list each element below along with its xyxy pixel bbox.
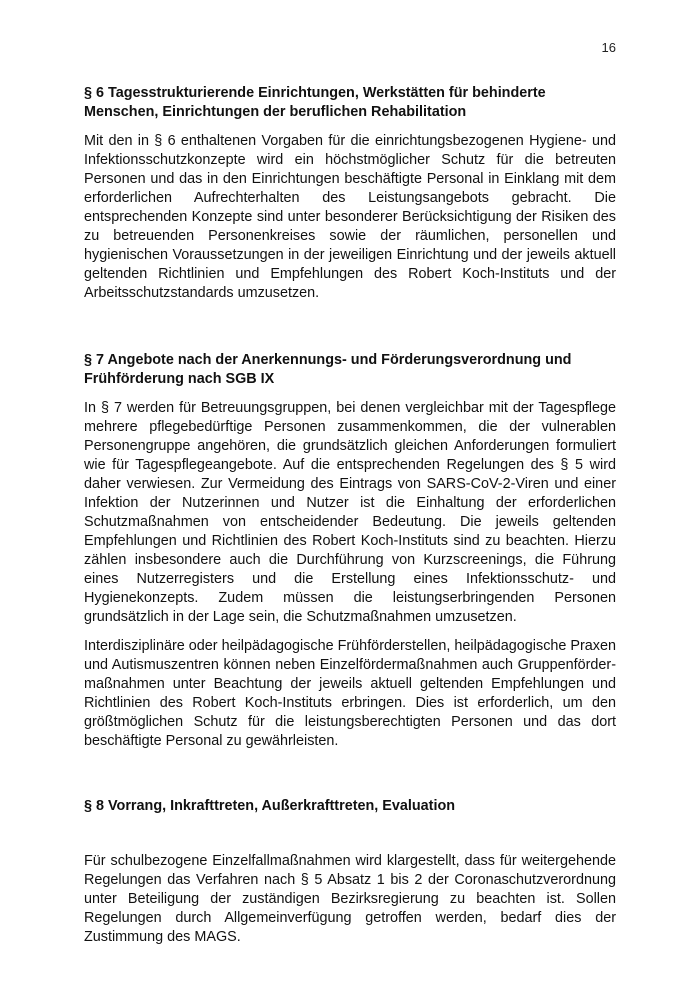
section-6-heading: § 6 Tagesstrukturierende Einrichtungen, Werkstätten für behinderte Menschen, Einrichtungen der beruflichen Rehabilitation	[84, 85, 546, 120]
section-8-heading: § 8 Vorrang, Inkrafttreten, Außerkrafttreten, Evaluation	[84, 798, 456, 814]
section-6-paragraph-1: Mit den in § 6 enthaltenen Vorgaben für die einrichtungsbezogenen Hygiene- und Infektionsschutzkonzepte wird ein höchstmöglicher Schutz für die betreuten Personen und das in den Einrichtungen beschäftigte Personal in Einklang mit dem erforderlichen Aufrechterhalten des Leistungsangebots gebracht. Die entsprechenden Konzepte sind unter besonderer Berücksichtigung der Risiken des zu betreuenden Personenkreises sowie der räumlichen, personellen und hygienischen Voraussetzungen in der jeweiligen Einrichtung und der jeweils aktuell geltenden Richtlinien und Empfehlungen des Robert Koch-Instituts und der Arbeitsschutzstandards umzusetzen.	[84, 133, 616, 301]
section-7	[84, 351, 616, 751]
section-8-paragraph-1: Für schulbezogene Einzelfallmaßnahmen wird klargestellt, dass für weitergehende Regelungen das Verfahren nach § 5 Absatz 1 bis 2 der Coronaschutzverordnung unter Beteiligung der zuständigen Bezirksregierung zu beachten ist. Sollen Regelungen durch Allgemeinverfügung getroffen werden, bedarf dies der Zustimmung des MAGS.	[84, 853, 616, 945]
document-body	[84, 84, 616, 947]
section-7-paragraph-1: In § 7 werden für Betreuungsgruppen, bei denen vergleichbar mit der Tagespflege mehrere pflegebedürftige Personen zusammenkommen, die der vulnerablen Personengruppe angehören, die grundsätzlich gleichen Anforderungen formuliert wie für Tagespflegeangebote. Auf die entsprechenden Regelungen des § 5 wird daher verwiesen. Zur Vermeidung des Eintrags von SARS-CoV-2-Viren und einer Infektion der Nutzerinnen und Nutzer ist die Einhaltung der erforderlichen Schutzmaßnahmen von entscheidender Bedeutung. Die jeweils geltenden Empfehlungen und Richtlinien des Robert Koch-Instituts sind zu beachten. Hierzu zählen insbesondere auch die Durchführung von Kurzscreenings, die Führung eines Nutzerregisters und die Erstellung eines Infektionsschutz- und Hygienekonzepts. Zudem müssen die leistungserbringenden Personen grundsätzlich in der Lage sein, die Schutzmaßnahmen umzusetzen.	[84, 400, 616, 625]
page-number: 16	[601, 40, 616, 55]
section-6	[84, 84, 616, 303]
section-7-paragraph-2: Interdisziplinäre oder heilpädagogische Frühförderstellen, heilpädagogische Praxen und Autismuszentren können neben Einzelfördermaßnahmen auch Gruppenfördermaßnahmen unter Beachtung der jeweils aktuell geltenden Empfehlungen und Richtlinien des Robert Koch-Instituts erbringen. Dies ist erforderlich, um den größtmöglichen Schutz für die leistungsberechtigten Personen und das dort beschäftigte Personal zu gewährleisten.	[84, 638, 616, 749]
section-8	[84, 797, 616, 947]
section-7-heading: § 7 Angebote nach der Anerkennungs- und Förderungsverordnung und Frühförderung nach SGB IX	[84, 352, 572, 387]
